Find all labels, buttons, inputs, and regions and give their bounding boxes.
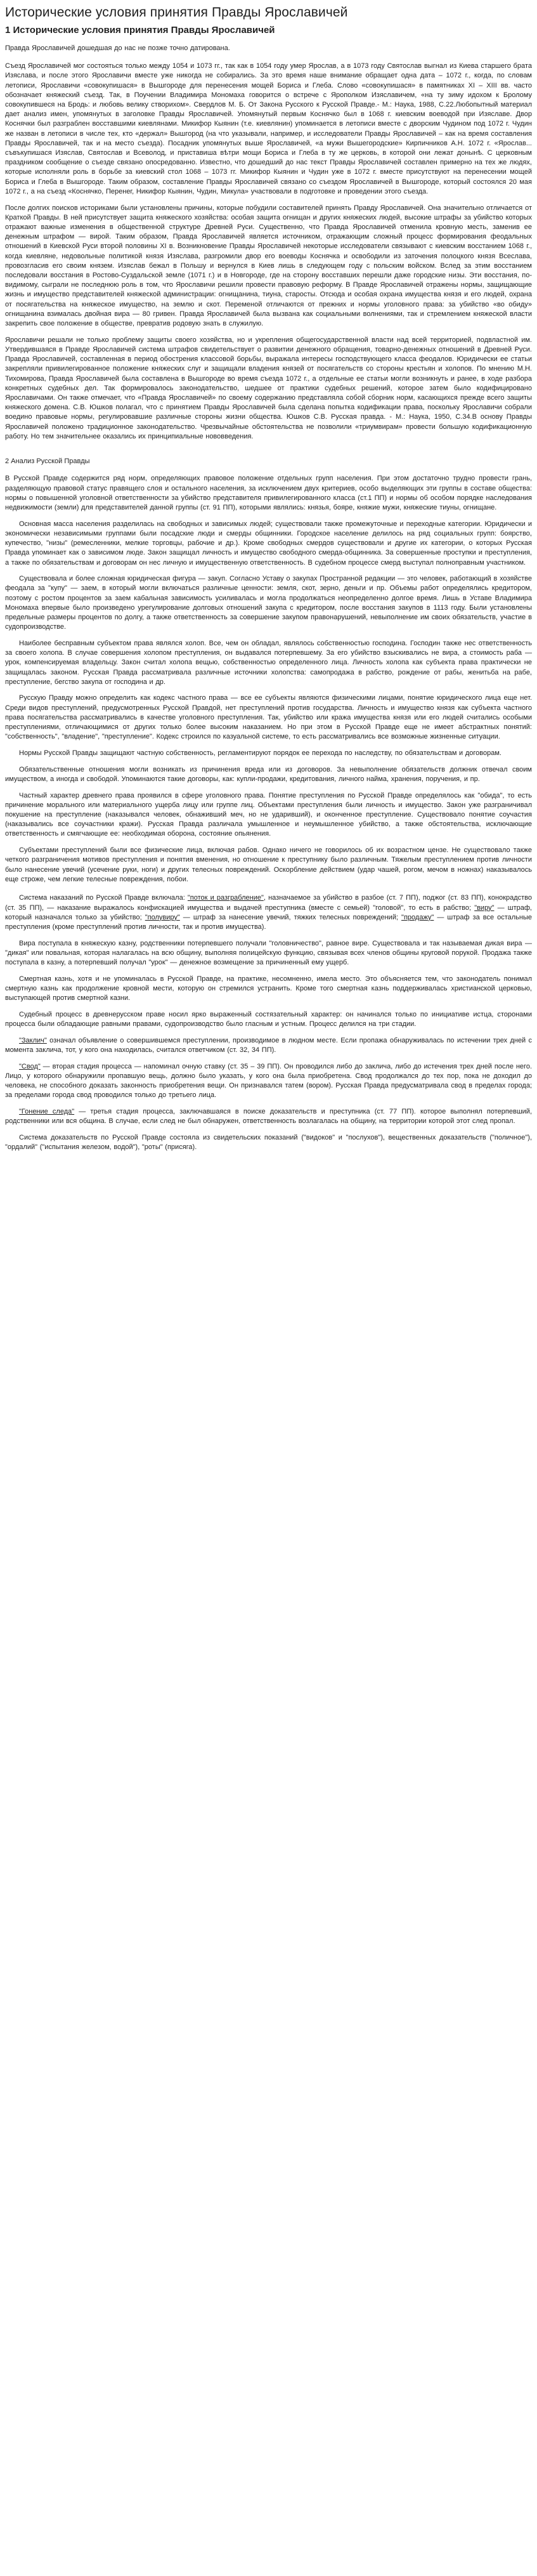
text-run: — штраф, который назначался только за убийство; (5, 904, 532, 921)
punishments-paragraph (5, 893, 532, 932)
paragraph: Основная масса населения разделилась на свободных и зависимых людей; существовали также промежуточные и переходные категории. Юридически и экономически независимыми группами были посадские люди и смерды общинники. Городское население делилось на ряд социальных групп: боярство, купечество, "низы" (ремесленники, мелкие торговцы, рабочие и др.). Кроме свободных смердов существовали и другие их категории, о которых Русская Правда упоминает как о зависимом люде. Закон защищал личность и имущество свободного смерда-общинника. За совершенные проступки и преступления, а также по обязательствам и договорам он нес личную и имущественную ответственность. В судебном процессе смерд выступал полноправным участником. (5, 520, 532, 567)
text-run: , назначаемое за убийство в разбое (ст. 7 ПП), поджог (ст. 83 ПП), конокрадство (ст. 35 ПП), — наказание выражалось конфискацией имущества и выдачей преступника (вместе с семьей) "головой", то есть в рабство; (5, 894, 532, 912)
paragraph: В Русской Правде содержится ряд норм, определяющих правовое положение отдельных групп населения. При этом достаточно трудно провести грань, разделяющую правовой статус правящего слоя и остального населения, за исключением двух критериев, особо выделяющих эти группы в составе общества: нормы о повышенной уголовной ответственности за убийство представителя привилегированного класса (ст.1 ПП) и нормы об особом порядке наследования недвижимости (земли) для представителей данной группы (ст. 91 ПП), которыми являлись: князья, бояре, княжие мужи, княжеские тиуны, огнищане. (5, 475, 532, 512)
section-2-heading: 2 Анализ Русской Правды (5, 457, 90, 466)
lead-paragraph: Правда Ярославичей дошедшая до нас не позже точно датирована. (5, 44, 230, 52)
link-potok[interactable]: "поток и разграбление" (187, 894, 264, 902)
paragraph: Существовала и более сложная юридическая фигура — закуп. Согласно Уставу о закупах Пространной редакции — это человек, работающий в хозяйстве феодала за "купу" — заем, в который могли включаться различные ценности: земля, скот, зерно, деньги и пр. Объемы работ определялись кредитором, поэтому с ростом процентов за заем кабальная зависимость усиливалась и могла продолжаться неопределенно долгое время. Лишь в Уставе Владимира Мономаха впервые было произведено урегулирование долговых отношений закупа с кредитором, после восстания закупов в 1113 году. Были установлены предельные размеры процентов по долгу, а также ответственность за совершение закупом правонарушений, невыполнение им своих обязательств, участие в судопроизводстве. (5, 575, 532, 631)
paragraph: Субъектами преступлений были все физические лица, включая рабов. Однако ничего не говорилось об их возрастном цензе. Не существовало также четкого разграничения мотивов преступления и понятия вменения, но отношение к преступнику было различным. Тяжелым преступлением против личности было нанесение увечий (усечение руки, ноги) и других телесных повреждений. Оскорбление действием (удар чашей, рогом, мечом в ножнах) наказывалось еще строже, чем легкие телесные повреждения, побои. (5, 846, 532, 883)
page-title: Исторические условия принятия Правды Ярославичей (5, 5, 348, 20)
paragraph: Судебный процесс в древнерусском праве носил ярко выраженный состязательный характер: он начинался только по инициативе истца, сторонами процесса были обладающие равными правами, судопроизводство было гласным и устным. Процесс делился на три стадии. (5, 1010, 532, 1028)
paragraph: После долгих поисков историками были установлены причины, которые побудили составителей принять Правду Ярославичей. Она значительно отличается от Краткой Правды. В ней присутствует защита княжеского хозяйства: особая защита огнищан и других княжеских людей, высокие штрафы за убийство которых отражают важные изменения в общественной структуре Древней Руси. Существенно, что Правда Ярославичей отменила кровную месть, заменив ее денежным штрафом — вирой. Таким образом, Правда Ярославичей является источником, отражающим сложный процесс формирования феодальных отношений в Киевской Руси второй половины XI в. Возникновение Правды Ярославичей некоторые исследователи связывают с киевским восстанием 1068 г., когда киевляне, недовольные политикой князя Изяслава, разгромили двор его воеводы Коснячка и освободили из заточения полоцкого князя Всеслава, провозгласив его своим князем. Изяслав бежал в Польшу и вернулся в Киев лишь в следующем году с польским войском. Вслед за этим восстанием последовали восстания в Ростово-Суздальской земле (1071 г.) и в Новгороде, где на сторону восставших перешли даже городские низы. Эти восстания, по-видимому, сыграли не последнюю роль в том, что Ярославичи решили провести правовую реформу. В Правде Ярославичей отражены нормы, защищающие жизнь и имущество представителей княжеской администрации: огнищанина, тиуна, старосты. Отсюда и особая охрана имущества князя и его людей, охрана от посягательства на княжеское имущество, на землю и скот. Переменой отличаются от прежних и нормы уголовного права: за убийство «во обиду» огнищанина взималась двойная вира — 80 гривен. Правда Ярославичей была вызвана как социальными волнениями, так и стремлением княжеской власти закрепить свое положение в обществе, превратив родовую знать в служилую. (5, 204, 532, 327)
section-3 (5, 891, 532, 1152)
document-page (0, 4, 537, 1152)
text-run: — вторая стадия процесса — напоминал очную ставку (ст. 35 – 39 ПП). Он проводился либо до заклича, либо до истечения трех дней после него. Лицо, у которого обнаружили пропавшую вещь, должно было указать, у кого она была приобретена. Свод продолжался до тех пор, пока не доходил до человека, не способного доказать законность приобретения вещи. Он признавался татем (вором). Русская Правда предусматривала свод в пределах города; за пределами города свод проводился только до третьего лица. (5, 1062, 532, 1100)
paragraph: Вира поступала в княжескую казну, родственники потерпевшего получали "головничество", равное вире. Существовала и так называемая дикая вира — "дикая" или повальная, которая налагалась на всю общину, выполняя полицейскую функцию, связывая всех членов общины круговой порукой. Продажа также поступала в казну, а потерпевший получал "урок" — денежное возмещение за причиненный ему ущерб. (5, 939, 532, 967)
link-gonenie-sleda[interactable]: "Гонение следа" (19, 1108, 75, 1116)
zaklich-paragraph (5, 1036, 532, 1055)
paragraph: Наиболее бесправным субъектом права являлся холоп. Все, чем он обладал, являлось собственностью господина. Господин также нес ответственность за своего холопа. В случае совершения холопом преступления, он выдавался потерпевшему. За его убийство взыскивались не вира, а стоимость раба — урок, компенсируемая владельцу. Закон считал холопа вещью, собственностью определенного лица. Личность холопа как субъекта права практически не защищалась законом. Русская Правда рассматривала различные источники холопства: самопродажа в рабство, рождение от рабы, женитьба на рабе, преступление, бегство закупа от господина и др. (5, 639, 532, 686)
link-vira[interactable]: "виру" (474, 904, 495, 912)
paragraph: Русскую Правду можно определить как кодекс частного права — все ее субъекты являются физическими лицами, понятие юридического лица еще нет. Среди видов преступлений, предусмотренных Русской Правдой, нет преступлений против государства. Личность и имущество князя как субъекта частного права посягательства рассматривались в качестве уголовного преступления. Так, убийство или кража имущества князя или его людей считались особыми преступлениями, отличающимися от других только более высоким наказанием. Но при этом в Русской Правде еще не имеет абстрактных понятий: "собственность", "владение", "преступление". Кодекс строился по казуальной системе, то есть рассматривались все возможные жизненные ситуации. (5, 694, 532, 741)
paragraph: Смертная казнь, хотя и не упоминалась в Русской Правде, на практике, несомненно, имела место. Это объясняется тем, что законодатель понимал смертную казнь как продолжение кровной мести, которую он стремился устранить. Кроме того смертная казнь поддерживалась христианской церковью, выступающей против смертной казни. (5, 975, 532, 1002)
text-run: — штраф за нанесение увечий, тяжких телесных повреждений; (179, 913, 402, 921)
text-run: — штраф за все остальные преступления (кроме преступлений против личности, так и против имущества). (5, 913, 532, 931)
svod-paragraph (5, 1062, 532, 1101)
paragraph: Ярославичи решали не только проблему защиты своего хозяйства, но и укрепления общегосударственной власти над всей территорией, подвластной им. Утвердившаяся в Правде Ярославичей система штрафов свидетельствует о развитии денежного обращения, товарно-денежных отношений в Древней Руси. Правда Ярославичей, составленная в период обострения классовой борьбы, выражала интересы господствующего класса феодалов. Юридически ее статьи закрепляли привилегированное положение княжеских слуг и защищали владения князей от посягательств со стороны крестьян и холопов. По мнению М.Н. Тихомирова, Правда Ярославичей была составлена в Вышгороде во время съезда 1072 г., а отдельные ее статьи могли возникнуть и ранее, в ходе разбора конкретных судебных дел. Так формировалось законодательство, шедшее от практики судебных решений, которое затем было кодифицировано Ярославичами. Он также отмечает, что «Правда Ярославичей» по своему содержанию представляла собой сборник норм, касающихся прежде всего защиты княжеского домена. С.В. Юшков полагал, что с принятием Правды Ярославичей была сделана попытка кодификации права, поскольку Ярославичи собрали воедино правовые нормы, регулировавшие различные стороны жизни общества. Юшков С.В. Русская правда. - М.: Наука, 1950, С.34.В основу Правды Ярославичей положено традиционное законодательство. Чрезвычайные обстоятельства не позволили «триумвирам» провести большую кодификационную работу. Но тем значительнее оказались их принципиальные нововведения. (5, 336, 532, 440)
paragraph: Частный характер древнего права проявился в сфере уголовного права. Понятие преступления по Русской Правде определялось как "обида", то есть причинение морального или материального ущерба лицу или группе лиц. Объектами преступления были личность и имущество. Закон уже разграничивал покушение на преступление (наказывался человек, обнаживший меч, но не ударивший), и оконченное преступление. Существовало понятие соучастия (наказывались все соучастники кражи). Русская Правда различала умышленное и неумышленное убийство, а также обстоятельства, исключающие ответственность и смягчающие ее: необходимая оборона, состояние опьянения. (5, 791, 532, 838)
paragraph: Нормы Русской Правды защищают частную собственность, регламентируют порядок ее перехода по наследству, по обязательствам и договорам. (19, 749, 501, 757)
paragraph: Система доказательств по Русской Правде состояла из свидетельских показаний ("видоков" и "послухов"), вещественных доказательств ("поличное"), "ордалий" ("испытания железом, водой"), "роты" (присяга). (5, 1134, 532, 1152)
gonenie-paragraph (5, 1107, 532, 1126)
section-1-body (5, 62, 532, 442)
text-run: Система наказаний по Русской Правде включала: (19, 894, 188, 902)
link-prodazha[interactable]: "продажу" (401, 913, 434, 921)
text-run: — третья стадия процесса, заключавшаяся в поиске доказательств и преступника (ст. 77 ПП). которое выполнял потерпевший, родственники или вся община. В случае, если след не был обнаружен, ответственность возлагалась на общину, на территории которой этот след пропал. (5, 1108, 532, 1126)
link-svod[interactable]: "Свод" (19, 1062, 41, 1070)
text-run: означал объявление о совершившемся преступлении, производимое в людном месте. Если пропажа обнаруживалась по истечении трех дней с момента заклича, тот, у кого она находилась, считался ответчиком (ст. 32, 34 ПП). (5, 1036, 532, 1055)
section-2 (5, 448, 532, 884)
link-poluvira[interactable]: "полувиру" (145, 913, 180, 921)
section-1-heading: 1 Исторические условия принятия Правды Ярославичей (5, 25, 275, 36)
paragraph: Обязательственные отношения могли возникать из причинения вреда или из договоров. За невыполнение обязательств должник отвечал своим имуществом, а иногда и свободой. Упоминаются такие договоры, как: купли-продажи, кредитования, личного найма, хранения, поручения, и пр. (5, 765, 532, 783)
link-zaklich[interactable]: "Заклич" (19, 1036, 47, 1044)
paragraph: Съезд Ярославичей мог состояться только между 1054 и 1073 гг., так как в 1054 году умер Ярослав, а в 1073 году Святослав выгнал из Киева старшего брата Изяслава, и после этого Ярославичи вместе уже никогда не собирались. За это время наше внимание обращает одна дата – 1072 г., когда, по словам летописи, Ярославичи «совокупишася» в Вышгороде для перенесения мощей Бориса и Глеба. Слово «совокупишася» в памятниках XI – XIII вв. часто обозначает княжеский съезд. Так, в Поучении Владимира Мономаха говорится о встрече с Ярополком Изяславичем, «на ту зиму идохом к Бролому совокупившеся на Бродь: и любовь велику створихом». Свердлов М. Б. От Закона Русского к Русской Правде.- М.: Наука, 1988, С.22.Любопытный материал дает анализ имен, упомянутых в заголовке Правды Ярославичей. Упомянутый первым Коснячко был в 1068 г. киевским воеводой при Изяславе. Двор Коснячки был разграблен восставшими киевлянами. Микифор Кыянин (т.е. киевлянин) упоминается в летописи вместе с дворским Чудином под 1072 г. Чудин же назван в летописи в числе тех, кто «держал» Вышгород (на что указывали, например, и исследователи Правды Ярославичей – как на время составления Правды Ярославичей, так и на место съезда). Посадник упомянутых выше Ярославичей, «а мужи Вышегородские» Кирпичников А.Н. 1072 г. «Ярослав... съвъкупишася Изяслав, Святослав и Всеволод, и приставиша вѣтри мощи Бориса и Глеба в ту же церковь, в которой они лежат донынѣ. С церковным праздником сообщение о съезде связано опосредованно. Известно, что дошедший до нас текст Правды Ярославичей составлен примерно на тех же людях, которые исполняли роль в борьбе за киевский стол 1068 – 1073 гг. Микифор Кыянин и Чудин уже в 1072 г. вместе присутствуют на перенесении мощей Бориса и Глеба в Вышгороде. Таким образом, составление Правды Ярославичей связано со съездом Ярославичей в Вышгороде, который состоялся 20 мая 1072 г., а на съезд «Коснячко, Перенег, Никифор Кыянин, Чудин, Микула» участвовали в подготовке и проведении этого съезда. (5, 62, 532, 195)
